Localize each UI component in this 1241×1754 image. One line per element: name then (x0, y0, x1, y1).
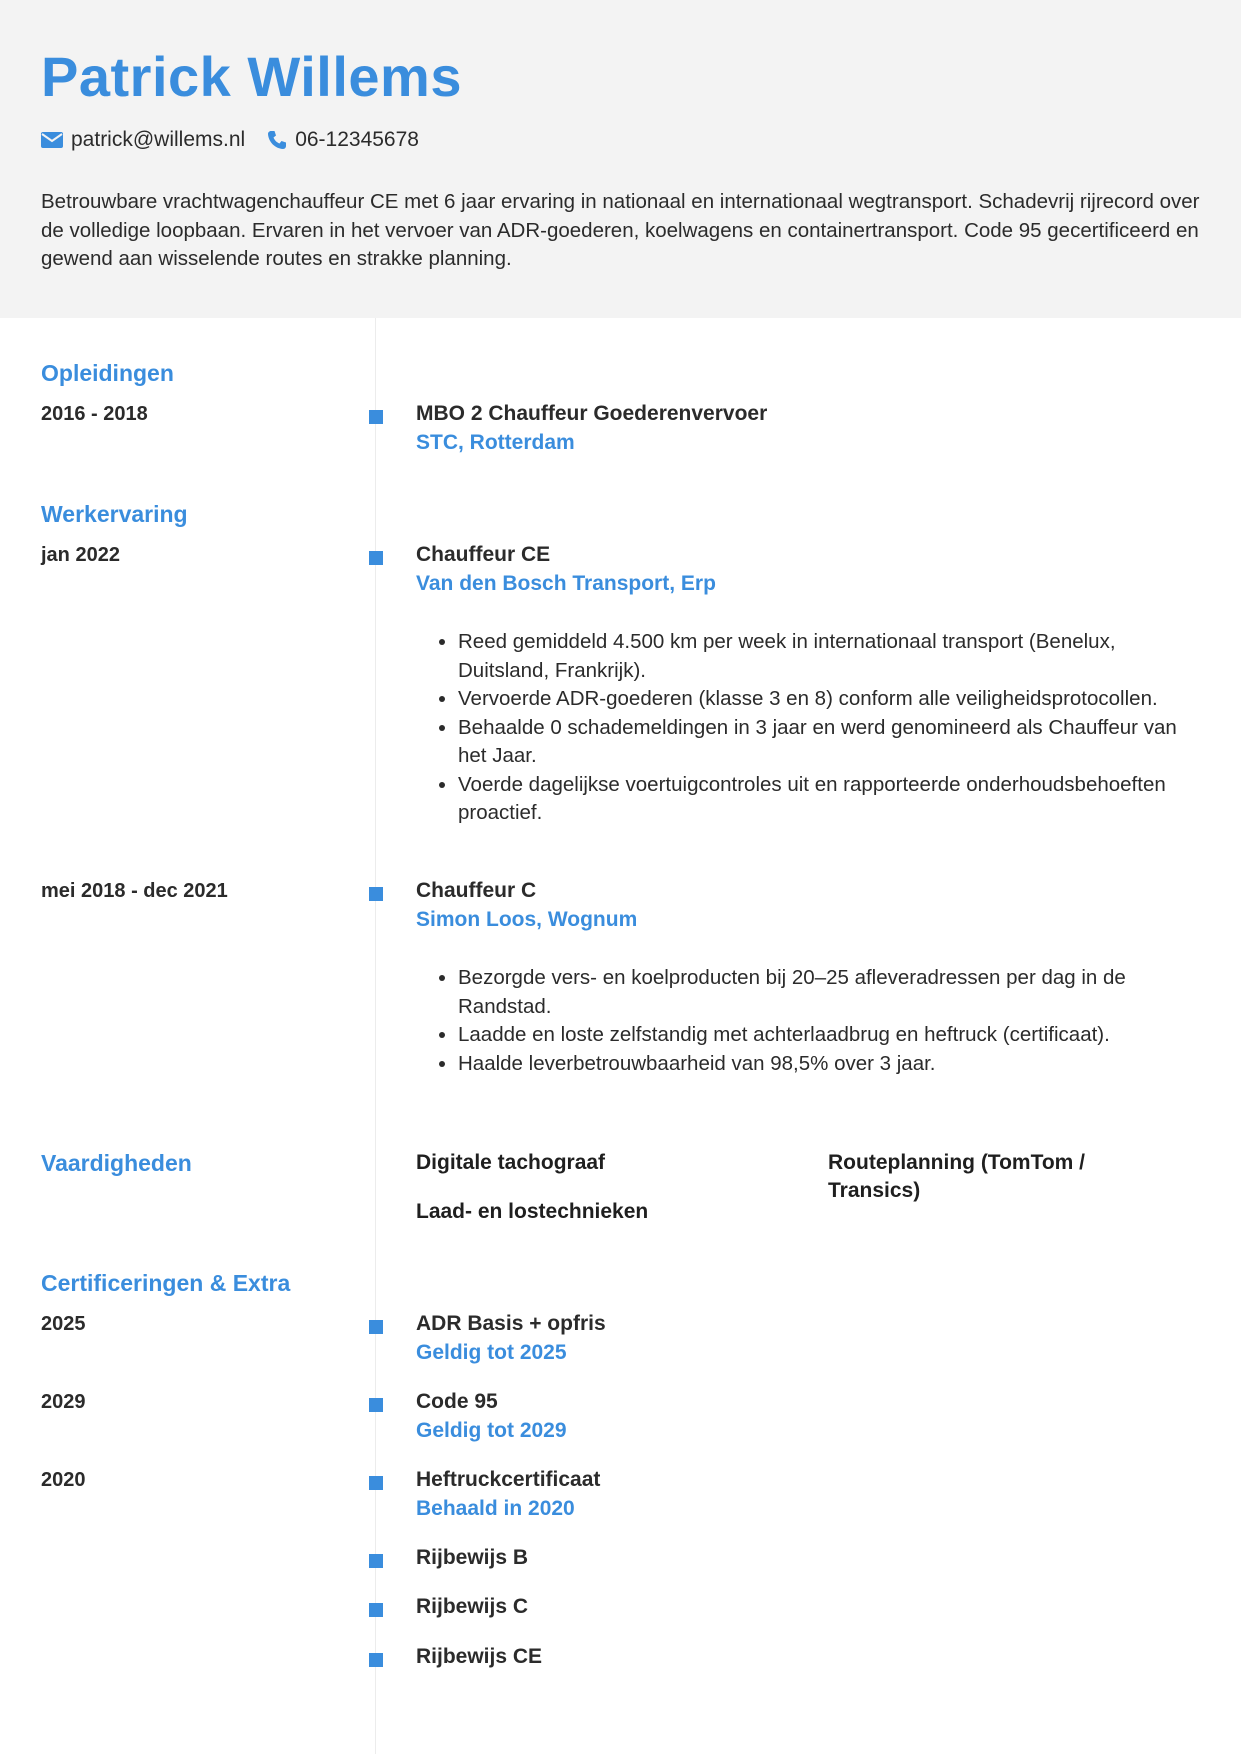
certification-date: 2025 (41, 1313, 86, 1335)
section-title-education: Opleidingen (41, 360, 174, 386)
candidate-name: Patrick Willems (41, 45, 462, 108)
certification-title: Rijbewijs C (416, 1595, 529, 1618)
header (0, 0, 1241, 318)
email-text[interactable]: patrick@willems.nl (71, 128, 246, 151)
education-school: STC, Rotterdam (416, 431, 575, 454)
timeline-marker (369, 1320, 383, 1334)
list-item: • Bezorgde vers- en koelproducten bij 20–25 afleveradressen per dag in de Randstad. (458, 964, 1198, 1021)
timeline-marker (369, 1398, 383, 1412)
list-item: • Laadde en loste zelfstandig met achterlaadbrug en heftruck (certificaat). (458, 1021, 1198, 1050)
list-item: • Haalde leverbetrouwbaarheid van 98,5% over 3 jaar. (458, 1050, 1198, 1079)
list-item: • Reed gemiddeld 4.500 km per week in internationaal transport (Benelux, Duitsland, Frankrijk). (458, 628, 1198, 685)
certification-validity: Geldig tot 2025 (416, 1341, 567, 1364)
phone-contact (267, 128, 419, 152)
timeline-marker (369, 1653, 383, 1667)
experience-date: jan 2022 (41, 544, 120, 566)
certification-title: Rijbewijs B (416, 1546, 529, 1569)
certification-date: 2020 (41, 1469, 86, 1491)
certification-title: Rijbewijs CE (416, 1645, 543, 1668)
list-item: • Vervoerde ADR-goederen (klasse 3 en 8) conform alle veiligheidsprotocollen. (458, 685, 1198, 714)
certification-title: Heftruckcertificaat (416, 1468, 601, 1491)
experience-date: mei 2018 - dec 2021 (41, 880, 228, 902)
timeline-marker (369, 410, 383, 424)
section-title-experience: Werkervaring (41, 501, 188, 527)
certification-validity: Geldig tot 2029 (416, 1419, 567, 1442)
experience-company: Simon Loos, Wognum (416, 908, 638, 931)
email-contact (41, 128, 245, 152)
experience-company: Van den Bosch Transport, Erp (416, 572, 716, 595)
education-date: 2016 - 2018 (41, 403, 148, 425)
section-title-skills: Vaardigheden (41, 1150, 192, 1176)
timeline-marker (369, 887, 383, 901)
profile-summary: Betrouwbare vrachtwagenchauffeur CE met 6 jaar ervaring in nationaal en internationaal wegtransport. Schadevrij rijrecord over de volledige loopbaan. Ervaren in het vervoer van ADR-goederen, koelwagens en containertransport. Code 95 gecertificeerd en gewend aan wisselende routes en strakke planning. (41, 190, 1200, 270)
skill-item: Routeplanning (TomTom / Transics) (828, 1151, 1086, 1202)
experience-bullets (458, 964, 1198, 1078)
timeline-marker (369, 1603, 383, 1617)
timeline-marker (369, 551, 383, 565)
experience-title: Chauffeur C (416, 879, 537, 902)
education-title: MBO 2 Chauffeur Goederenvervoer (416, 402, 768, 425)
envelope-icon (41, 132, 63, 148)
certification-validity: Behaald in 2020 (416, 1497, 575, 1520)
section-title-certifications: Certificeringen & Extra (41, 1270, 291, 1296)
certification-title: ADR Basis + opfris (416, 1312, 606, 1335)
timeline-marker (369, 1554, 383, 1568)
phone-icon (267, 130, 287, 150)
experience-title: Chauffeur CE (416, 543, 551, 566)
experience-bullets (458, 628, 1198, 828)
timeline-marker (369, 1476, 383, 1490)
list-item: • Behaalde 0 schademeldingen in 3 jaar en werd genomineerd als Chauffeur van het Jaar. (458, 714, 1198, 771)
timeline-divider (375, 318, 376, 1754)
list-item: • Voerde dagelijkse voertuigcontroles uit en rapporteerde onderhoudsbehoeften proactief. (458, 771, 1198, 828)
contact-info (41, 128, 441, 152)
certification-date: 2029 (41, 1391, 86, 1413)
phone-text[interactable]: 06-12345678 (295, 128, 419, 151)
certification-title: Code 95 (416, 1390, 498, 1413)
skill-item: Digitale tachograaf (416, 1151, 606, 1174)
skill-item: Laad- en lostechnieken (416, 1200, 649, 1223)
